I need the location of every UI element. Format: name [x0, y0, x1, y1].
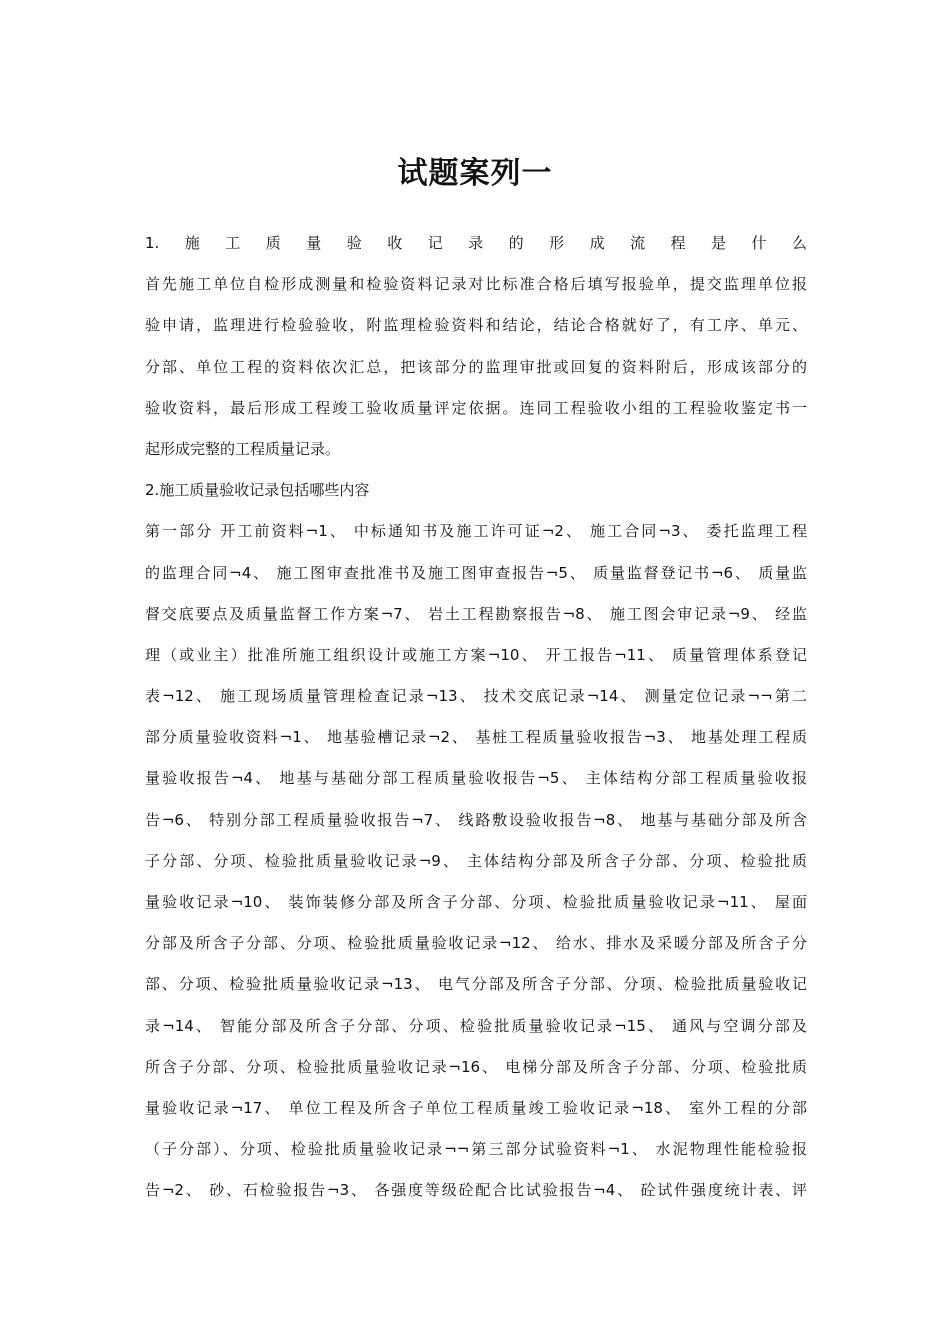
- answer-2-line: （子分部）、分项、检验批质量验收记录¬¬第三部分试验资料¬1、 水泥物理性能检验报: [145, 1140, 807, 1159]
- answer-2-line: 的监理合同¬4、 施工图审查批准书及施工图审查报告¬5、 质量监督登记书¬6、 质量监: [145, 563, 807, 582]
- answer-2-line: 分部及所含子分部、分项、检验批质量验收记录¬12、 给水、排水及采暖分部及所含子分: [145, 934, 807, 953]
- answer-2-line: 量验收记录¬17、 单位工程及所含子单位工程质量竣工验收记录¬18、 室外工程的分部: [145, 1098, 807, 1117]
- answer-2-line: 理（或业主）批准所施工组织设计或施工方案¬10、 开工报告¬11、 质量管理体系登记: [145, 645, 807, 664]
- answer-1-line: 验申请，监理进行检验验收，附监理检验资料和结论，结论合格就好了，有工序、单元、: [145, 316, 807, 335]
- answer-2-line: 部分质量验收资料¬1、 地基验槽记录¬2、 基桩工程质量验收报告¬3、 地基处理工程质: [145, 728, 807, 747]
- answer-2-line: 第一部分 开工前资料¬1、 中标通知书及施工许可证¬2、 施工合同¬3、 委托监理工程: [145, 522, 807, 541]
- answer-2-line: 部、分项、检验批质量验收记录¬13、 电气分部及所含子分部、分项、检验批质量验收记: [145, 975, 807, 994]
- page-title: 试题案列一: [397, 156, 553, 191]
- answer-2-line: 量验收记录¬10、 装饰装修分部及所含子分部、分项、检验批质量验收记录¬11、 屋面: [145, 893, 807, 911]
- answer-2-line: 所含子分部、分项、检验批质量验收记录¬16、 电梯分部及所含子分部、分项、检验批质: [145, 1057, 807, 1076]
- answer-2-line: 告¬6、 特别分部工程质量验收报告¬7、 线路敷设验收报告¬8、 地基与基础分部及所含: [145, 810, 807, 829]
- answer-1-line: 起形成完整的工程质量记录。: [145, 439, 341, 458]
- answer-2-line: 告¬2、 砂、石检验报告¬3、 各强度等级砼配合比试验报告¬4、 砼试件强度统计表、评: [145, 1181, 807, 1200]
- document-body: [145, 223, 807, 1212]
- answer-2-line: 表¬12、 施工现场质量管理检查记录¬13、 技术交底记录¬14、 测量定位记录¬¬第二: [145, 687, 807, 706]
- question-2-heading: 2.施工质量验收记录包括哪些内容: [145, 481, 370, 500]
- answer-2-line: 量验收报告¬4、 地基与基础分部工程质量验收报告¬5、 主体结构分部工程质量验收报: [145, 769, 807, 788]
- answer-1-line: 首先施工单位自检形成测量和检验资料记录对比标准合格后填写报验单，提交监理单位报: [145, 275, 807, 294]
- answer-2-line: 子分部、分项、检验批质量验收记录¬9、 主体结构分部及所含子分部、分项、检验批质: [145, 851, 807, 870]
- answer-2-line: 录¬14、 智能分部及所含子分部、分项、检验批质量验收记录¬15、 通风与空调分部及: [145, 1016, 807, 1035]
- answer-2-line: 督交底要点及质量监督工作方案¬7、 岩土工程勘察报告¬8、 施工图会审记录¬9、 经监: [145, 604, 807, 623]
- answer-1-line: 验收资料，最后形成工程竣工验收质量评定依据。连同工程验收小组的工程验收鉴定书一: [145, 398, 807, 417]
- question-1-heading: 1.施工质量验收记录的形成流程是什么: [145, 234, 807, 252]
- answer-1-line: 分部、单位工程的资料依次汇总，把该部分的监理审批或回复的资料附后，形成该部分的: [145, 357, 807, 376]
